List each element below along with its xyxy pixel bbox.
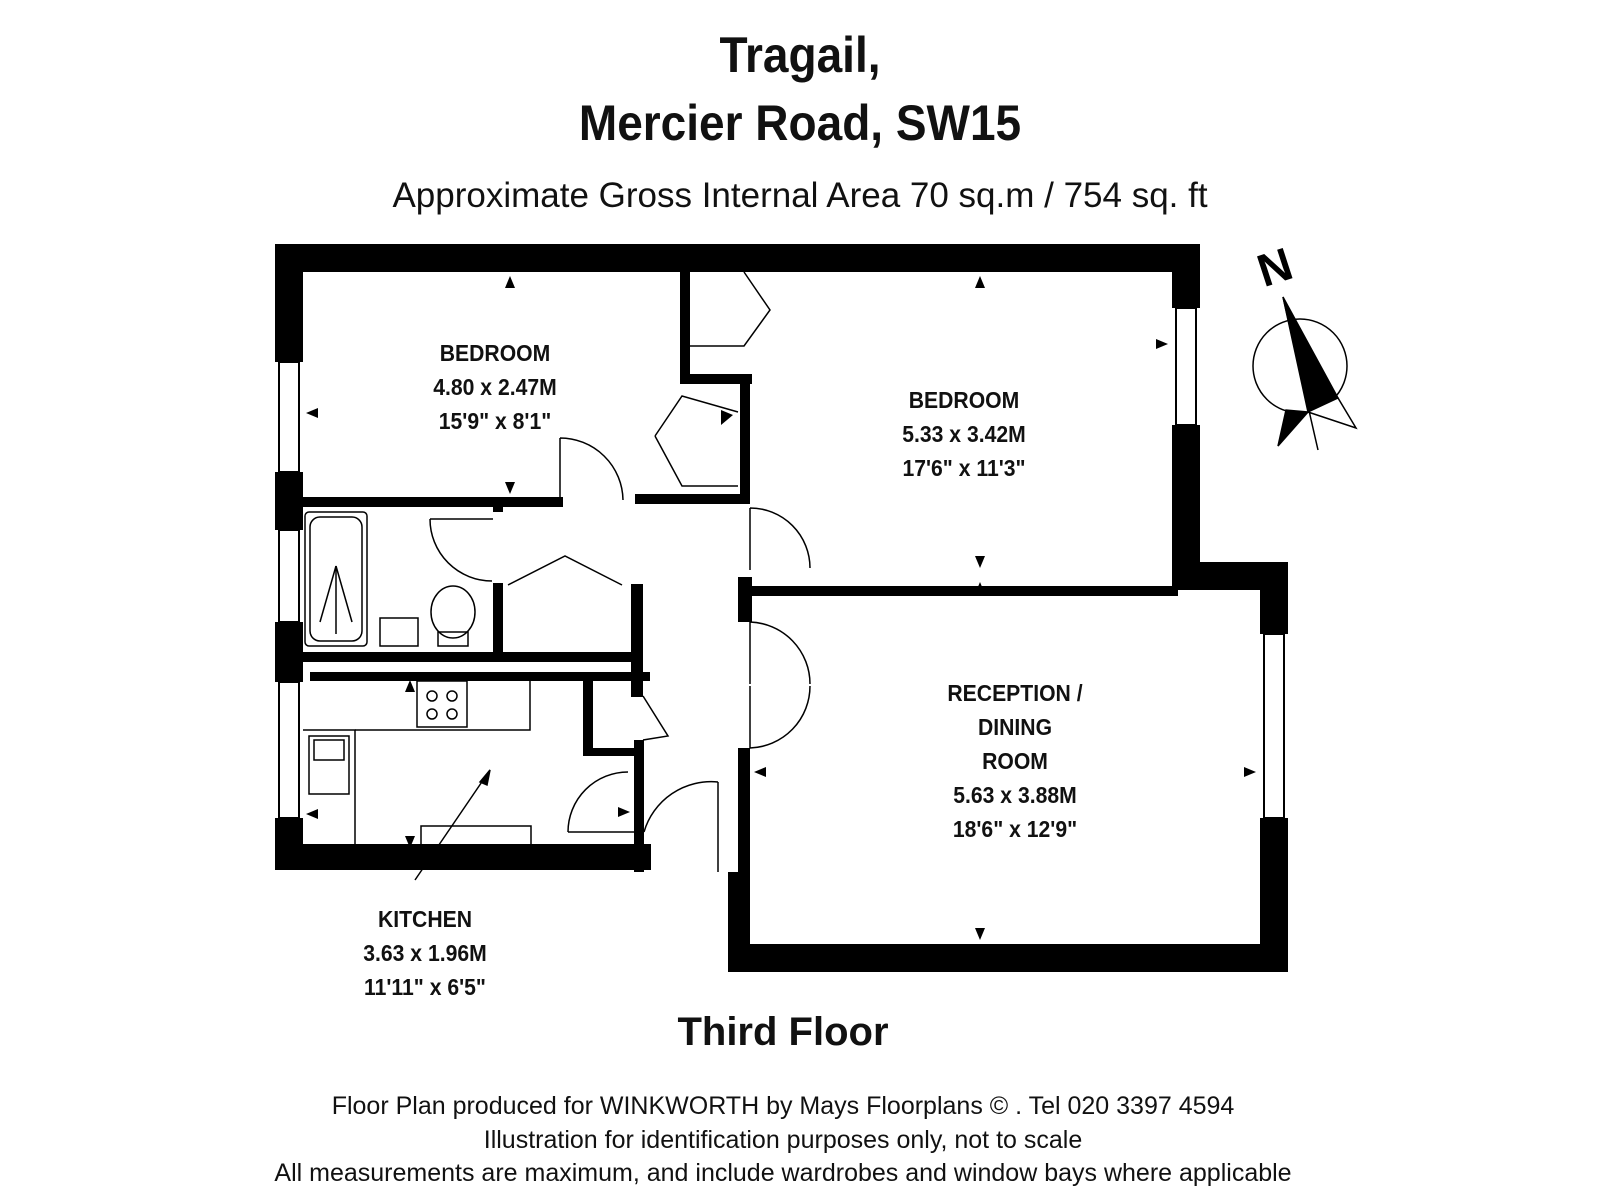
room-metric: 5.33 x 3.42M [902,421,1026,447]
footer-credit: Floor Plan produced for WINKWORTH by Mays Floorplans © . Tel 020 3397 4594 [331,1092,1235,1120]
room-metric: 4.80 x 2.47M [433,374,557,400]
room-label-bedroom-1 [403,336,587,438]
room-name: KITCHEN [377,906,473,932]
gross-internal-area: Approximate Gross Internal Area 70 sq.m / 754 sq. ft [392,176,1208,215]
property-address: Mercier Road, SW15 [578,95,1022,151]
room-name: BEDROOM [439,340,551,366]
room-name: DINING [977,714,1053,740]
room-metric: 3.63 x 1.96M [363,940,487,966]
room-imperial: 15'9" x 8'1" [438,408,552,434]
room-label-bedroom-2 [872,383,1056,485]
bathroom-fixtures [305,512,475,646]
property-name: Tragail, [719,27,881,83]
footer-disclaimer: Illustration for identification purposes only, not to scale [483,1126,1083,1154]
compass-label: N [1250,237,1299,297]
room-name: BEDROOM [908,387,1020,413]
room-imperial: 11'11" x 6'5" [364,974,486,1000]
room-name: RECEPTION / [947,680,1083,706]
floor-label: Third Floor [677,1010,889,1054]
footer-measurements-note: All measurements are maximum, and include wardrobes and window bays where applicable [274,1159,1292,1187]
room-imperial: 18'6" x 12'9" [952,816,1078,842]
room-label-kitchen [333,902,517,1004]
room-imperial: 17'6" x 11'3" [902,455,1026,481]
compass-icon [1253,297,1356,450]
room-name: ROOM [982,748,1048,774]
room-label-reception [914,676,1116,846]
room-metric: 5.63 x 3.88M [953,782,1077,808]
